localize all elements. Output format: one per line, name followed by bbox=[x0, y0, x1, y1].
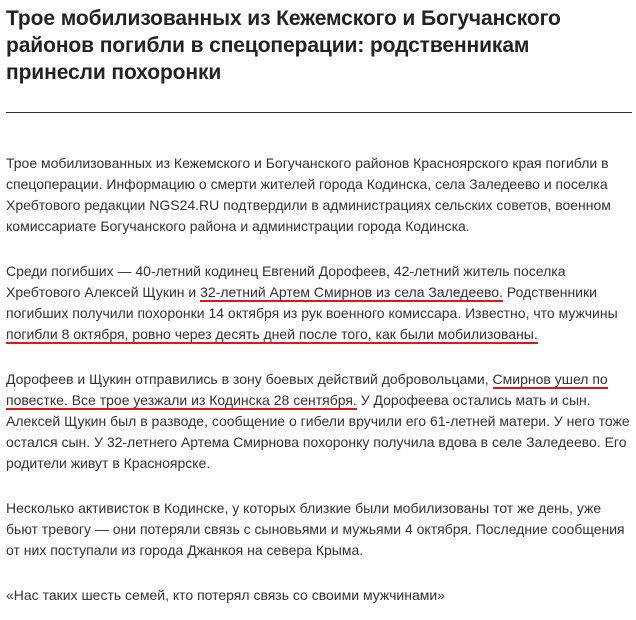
headline-divider bbox=[6, 112, 632, 113]
article bbox=[6, 0, 632, 606]
paragraph-activists: Несколько активисток в Кодинске, у которых близкие были мобилизованы тот же день, уже бьют тревогу — они потеряли связь с сыновьями и мужьями 4 октября. Последние сообщения от них поступали из города Джанкоя на севера Крыма. bbox=[6, 500, 625, 558]
paragraph-quote: «Нас таких шесть семей, кто потерял связь со своими мужчинами» bbox=[6, 587, 445, 603]
paragraph-intro: Трое мобилизованных из Кежемского и Богучанского районов Красноярского края погибли в спецоперации. Информацию о смерти жителей города Кодинска, села Заледеево и поселка Хребтового редакции NGS24.RU подтвердили в администрациях сельских советов, военном комиссариате Богучанского района и администрации города Кодинска. bbox=[6, 155, 611, 234]
paragraph-text: Дорофеев и Щукин отправились в зону боевых действий добровольцами, bbox=[6, 371, 493, 387]
highlighted-text: погибли 8 октября, ровно через десять дней после того, как были мобилизованы. bbox=[6, 326, 538, 342]
article-headline: Трое мобилизованных из Кежемского и Богучанского районов погибли в спецоперации: родственникам принесли похоронки bbox=[6, 7, 561, 84]
paragraph-victims bbox=[6, 261, 632, 345]
paragraph-text: Родственники погибших получили похоронки 14 октября из рук военного комиссара. Известно, что мужчины bbox=[6, 284, 618, 321]
paragraph-text: Среди погибших — 40-летний кодинец Евгений Дорофеев, 42-летний житель поселка Хребтового Алексей Щукин и bbox=[6, 263, 566, 300]
highlighted-text: 32-летний Артем Смирнов из села Заледеево. bbox=[200, 284, 503, 300]
highlighted-text: Смирнов ушел по повестке. Все трое уезжали из Кодинска 28 сентября. bbox=[6, 371, 608, 408]
paragraph-text: У Дорофеева остались мать и сын. Алексей Щукин был в разводе, сообщение о гибели вручили его 61-летней матери. У него тоже остался сын. У 32-летнего Артема Смирнова похоронку получила вдова в селе Заледеево. Его родители живут в Красноярске. bbox=[6, 392, 630, 471]
paragraph-details bbox=[6, 369, 632, 474]
